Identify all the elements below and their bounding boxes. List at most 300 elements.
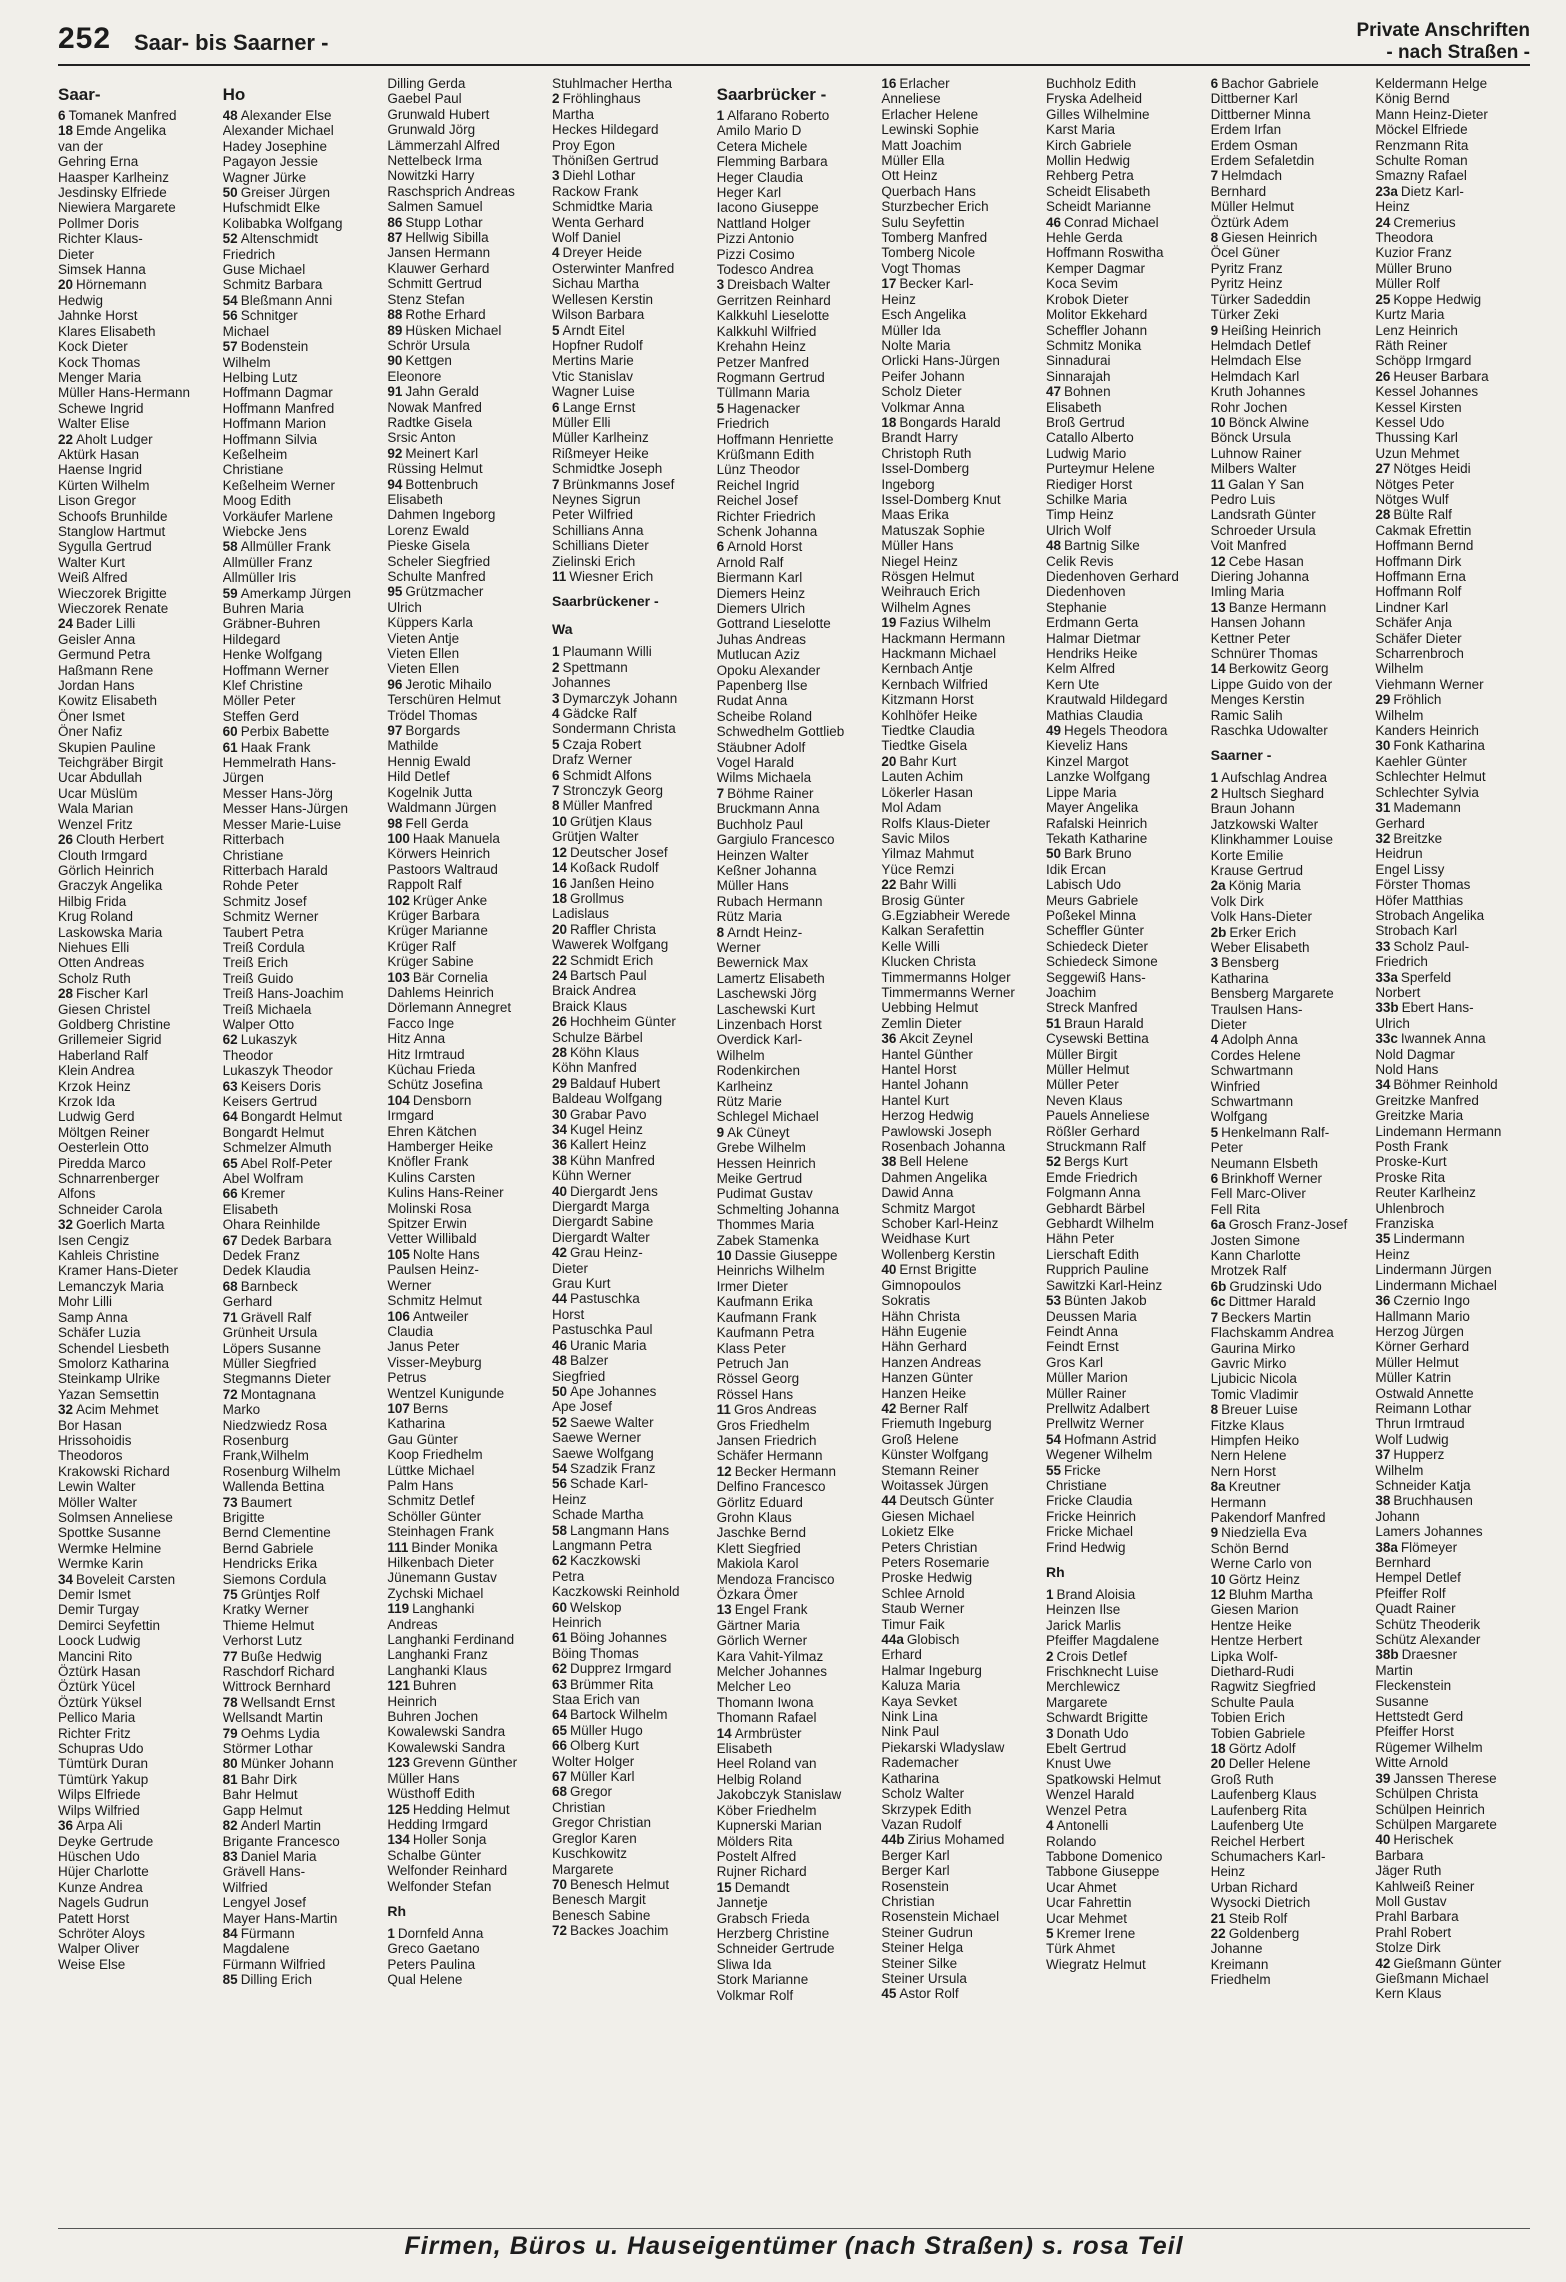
resident-entry: 96 Jerotic Mihailo <box>387 676 492 692</box>
resident-entry: Pedro Luis <box>1210 491 1276 507</box>
street-heading: Saarbrückener - <box>552 593 659 610</box>
resident-entry: 68 Barnbeck <box>222 1278 298 1294</box>
resident-entry: 73 Baumert <box>222 1494 292 1510</box>
resident-entry: Gerritzen Reinhard <box>716 292 831 308</box>
resident-entry: Oesterlein Otto <box>58 1140 149 1156</box>
resident-entry: Fricke Michael <box>1046 1524 1134 1540</box>
resident-entry: Werner <box>387 1277 432 1293</box>
resident-entry: Kowitz Elisabeth <box>58 693 158 709</box>
house-number: 52 <box>222 231 238 247</box>
resident-entry: Schütz Alexander <box>1375 1632 1481 1648</box>
resident-entry: Türker Zeki <box>1210 307 1279 323</box>
house-number: 66 <box>222 1186 238 1202</box>
resident-entry: Purteymur Helene <box>1046 461 1155 477</box>
resident-entry: Wiebcke Jens <box>222 523 307 539</box>
house-number: 28 <box>552 1044 568 1060</box>
house-number: 68 <box>222 1278 238 1294</box>
resident-entry: 134 Holler Sonja <box>387 1832 487 1848</box>
street-heading: Ho <box>222 85 246 104</box>
resident-entry: 2 Fröhlinghaus <box>552 91 641 107</box>
house-number: 32 <box>58 1402 74 1418</box>
house-number: 13 <box>1210 599 1226 615</box>
resident-entry: Ucar Mehmet <box>1046 1910 1128 1926</box>
resident-entry: Broß Gertrud <box>1046 414 1125 430</box>
resident-entry: 58 Allmüller Frank <box>222 539 331 555</box>
resident-entry: Fitzke Klaus <box>1210 1417 1285 1433</box>
house-number: 82 <box>222 1818 238 1834</box>
resident-entry: Vieten Antje <box>387 630 460 646</box>
resident-entry: Helbig Roland <box>716 1771 802 1787</box>
resident-entry: Martha <box>552 106 595 122</box>
resident-entry: Greco Gaetano <box>387 1941 480 1957</box>
resident-entry: Jahnke Horst <box>58 308 138 324</box>
resident-entry: Jäger Ruth <box>1375 1863 1442 1879</box>
house-number: 14 <box>1210 661 1226 677</box>
resident-entry: Weihrauch Erich <box>881 584 981 600</box>
resident-entry: Kirch Gabriele <box>1046 137 1132 153</box>
resident-entry: Ostwald Annette <box>1375 1385 1474 1401</box>
resident-entry: 1 Aufschlag Andrea <box>1210 770 1327 786</box>
resident-entry: Schendel Liesbeth <box>58 1340 170 1356</box>
resident-entry: Kühn Werner <box>552 1168 632 1184</box>
resident-entry: Tomic Vladimir <box>1210 1386 1299 1402</box>
resident-entry: 17 Becker Karl- <box>881 276 974 292</box>
resident-entry: Thomann Rafael <box>716 1710 817 1726</box>
resident-entry: 89 Hüsken Michael <box>387 322 502 338</box>
resident-entry: 8 Arndt Heinz- <box>716 924 803 940</box>
resident-entry: Wieczorek Renate <box>58 601 169 616</box>
resident-entry: Bönck Ursula <box>1210 430 1291 446</box>
resident-entry: 34 Kugel Heinz <box>552 1122 643 1137</box>
directory-column <box>223 76 378 2228</box>
resident-entry: Haberland Ralf <box>58 1047 149 1063</box>
resident-entry: Wittrock Bernhard <box>222 1679 331 1695</box>
resident-entry: 1 Alfarano Roberto <box>716 108 830 123</box>
resident-entry: Ljubicic Nicola <box>1210 1371 1297 1387</box>
resident-entry: Steffen Gerd <box>222 708 299 724</box>
resident-entry: Lemanczyk Maria <box>58 1278 164 1294</box>
resident-entry: Rodenkirchen <box>716 1063 800 1079</box>
resident-entry: Rademacher <box>881 1755 959 1771</box>
resident-entry: Jatzkowski Walter <box>1210 816 1319 832</box>
directory-column <box>58 76 213 2228</box>
resident-entry: 6c Dittmer Harald <box>1210 1294 1316 1310</box>
resident-entry: 35 Lindermann <box>1375 1231 1465 1247</box>
resident-entry: Emde Friedrich <box>1046 1169 1138 1185</box>
house-number: 18 <box>881 414 897 430</box>
resident-entry: Groß Ruth <box>1210 1771 1274 1787</box>
resident-entry: Krug Roland <box>58 909 134 925</box>
resident-entry: Mann Heinz-Dieter <box>1375 106 1488 122</box>
resident-entry: Hopfner Rudolf <box>552 337 643 353</box>
house-number: 59 <box>222 585 238 601</box>
house-number: 77 <box>222 1648 238 1664</box>
resident-entry: Uebbing Helmut <box>881 1000 979 1016</box>
resident-entry: Treiß Michaela <box>222 1001 312 1017</box>
resident-entry: 20 Raffler Christa <box>552 921 657 937</box>
resident-entry: Pudimat Gustav <box>716 1186 813 1202</box>
resident-entry: Gerhard <box>222 1294 273 1310</box>
resident-entry: Klett Siegfried <box>716 1540 801 1556</box>
resident-entry: Braick Klaus <box>552 998 628 1014</box>
resident-entry: 28 Bülte Ralf <box>1375 507 1452 523</box>
resident-entry: Hantel Johann <box>881 1077 969 1093</box>
resident-entry: 38 Kühn Manfred <box>552 1152 655 1168</box>
resident-entry: 51 Braun Harald <box>1046 1015 1144 1031</box>
resident-entry: Müller Siegfried <box>222 1355 317 1371</box>
resident-entry: Lenz Heinrich <box>1375 322 1458 338</box>
resident-entry: Müller Helmut <box>1046 1062 1130 1077</box>
resident-entry: Alexander Michael <box>222 123 334 139</box>
street-heading: Rh <box>1046 1564 1065 1580</box>
resident-entry: Michael <box>222 323 270 339</box>
resident-entry: Lüttke Michael <box>387 1462 475 1478</box>
house-number: 36 <box>1375 1293 1391 1309</box>
resident-entry: 14 Koßack Rudolf <box>552 860 659 876</box>
resident-entry: Klucken Christa <box>881 954 976 970</box>
resident-entry: Öztürk Yüksel <box>58 1694 142 1710</box>
resident-entry: Cakmak Efrettin <box>1375 522 1472 538</box>
resident-entry: 85 Dilling Erich <box>222 1972 312 1988</box>
house-number: 65 <box>222 1155 238 1171</box>
resident-entry: 5 Czaja Robert <box>552 736 642 752</box>
resident-entry: 1 Plaumann Willi <box>552 644 652 660</box>
resident-entry: Deussen Maria <box>1046 1308 1137 1324</box>
resident-entry: Heinrich <box>387 1693 437 1709</box>
resident-entry: 39 Janssen Therese <box>1375 1770 1497 1786</box>
resident-entry: Stuhlmacher Hertha <box>552 76 673 91</box>
resident-entry: Dawid Anna <box>881 1185 954 1201</box>
resident-entry: Rütz Maria <box>716 909 782 925</box>
resident-entry: Berger Karl <box>881 1847 950 1863</box>
resident-entry: Prellwitz Werner <box>1046 1416 1145 1432</box>
resident-entry: Scholz Walter <box>881 1786 965 1802</box>
resident-entry: 22 Goldenberg <box>1210 1925 1300 1941</box>
directory-column <box>387 76 542 2228</box>
resident-entry: Simsek Hanna <box>58 262 146 278</box>
resident-entry: Fleckenstein <box>1375 1678 1452 1694</box>
resident-entry: Schillians Dieter <box>552 538 649 554</box>
resident-entry: Reichel Ingrid <box>716 477 800 493</box>
resident-entry: Nattland Holger <box>716 215 811 231</box>
house-number: 3 <box>552 168 560 184</box>
resident-entry: 3 Dreisbach Walter <box>716 277 831 293</box>
directory-column <box>1375 76 1530 2228</box>
resident-entry: Elisabeth <box>387 491 443 507</box>
resident-entry: Rößler Gerhard <box>1046 1123 1140 1139</box>
resident-entry: Kuschkowitz <box>552 1846 628 1862</box>
resident-entry: Saewe Werner <box>552 1430 642 1446</box>
resident-entry: Tomberg Nicole <box>881 245 976 261</box>
house-number: 70 <box>552 1876 568 1892</box>
resident-entry: Proy Egon <box>552 137 616 153</box>
resident-entry: Reichel Herbert <box>1210 1833 1305 1849</box>
house-number: 31 <box>1375 800 1391 816</box>
resident-entry: Nötges Wulf <box>1375 491 1449 507</box>
resident-entry: Niehues Elli <box>58 939 130 955</box>
resident-entry: Dörlemann Annegret <box>387 1000 512 1016</box>
resident-entry: Arnold Ralf <box>716 554 784 570</box>
house-number: 44b <box>881 1832 905 1848</box>
resident-entry: Facco Inge <box>387 1015 455 1031</box>
resident-entry: Hermann <box>1210 1494 1267 1510</box>
resident-entry: Hüschen Udo <box>58 1848 140 1864</box>
street-heading: Rh <box>387 1902 406 1919</box>
resident-entry: Paulsen Heinz- <box>387 1262 479 1278</box>
resident-entry: Streck Manfred <box>1046 1000 1138 1016</box>
resident-entry: Greitzke Maria <box>1375 1108 1464 1124</box>
resident-entry: 75 Grüntjes Rolf <box>222 1587 320 1602</box>
resident-entry: 11 Gros Andreas <box>716 1402 817 1418</box>
resident-entry: 24 Bartsch Paul <box>552 967 647 983</box>
resident-entry: 53 Bünten Jakob <box>1046 1293 1147 1309</box>
resident-entry: Kogelnik Jutta <box>387 784 473 800</box>
house-number: 18 <box>552 890 568 906</box>
resident-entry: Hüjer Charlotte <box>58 1864 149 1880</box>
resident-entry: Peifer Johann <box>881 368 965 384</box>
resident-entry: Müller Karlheinz <box>552 430 649 446</box>
resident-entry: Lippe Maria <box>1046 784 1117 800</box>
resident-entry: Diering Johanna <box>1210 569 1309 584</box>
house-number: 48 <box>552 1353 568 1369</box>
resident-entry: Hennig Ewald <box>387 753 471 769</box>
resident-entry: Körner Gerhard <box>1375 1339 1470 1355</box>
resident-entry: Gehring Erna <box>58 154 139 170</box>
resident-entry: 49 Hegels Theodora <box>1046 723 1168 739</box>
resident-entry: Hähn Eugenie <box>881 1323 967 1339</box>
resident-entry: 6a Grosch Franz-Josef <box>1210 1217 1348 1233</box>
resident-entry: 60 Perbix Babette <box>222 724 330 740</box>
resident-entry: Tümtürk Yakup <box>58 1771 149 1787</box>
resident-entry: Nettelbeck Irma <box>387 153 482 169</box>
resident-entry: Helbing Lutz <box>222 369 298 385</box>
resident-entry: Flachskamm Andrea <box>1210 1325 1334 1341</box>
house-number: 14 <box>552 860 568 876</box>
resident-entry: 16 Erlacher <box>881 76 950 91</box>
house-number: 96 <box>387 676 403 692</box>
resident-entry: Scheler Siegfried <box>387 553 491 569</box>
resident-entry: Gargiulo Francesco <box>716 832 835 848</box>
resident-entry: 18 Emde Angelika <box>58 123 167 139</box>
house-number: 22 <box>1210 1925 1226 1941</box>
resident-entry: 123 Grevenn Günther <box>387 1755 518 1771</box>
resident-entry: 91 Jahn Gerald <box>387 384 479 400</box>
resident-entry: 36 Arpa Ali <box>58 1818 123 1834</box>
resident-entry: Vogt Thomas <box>881 260 961 276</box>
resident-entry: Richter Fritz <box>58 1725 131 1741</box>
resident-entry: Kahleis Christine <box>58 1248 160 1264</box>
resident-entry: 46 Conrad Michael <box>1046 214 1159 230</box>
resident-entry: Jansen Hermann <box>387 245 491 261</box>
house-number: 8 <box>716 924 725 940</box>
resident-entry: Ludwig Mario <box>1046 445 1127 461</box>
resident-entry: 30 Fonk Katharina <box>1375 738 1485 754</box>
resident-entry: Diergardt Walter <box>552 1229 650 1245</box>
resident-entry: Benesch Sabine <box>552 1907 651 1923</box>
house-number: 35 <box>1375 1231 1391 1247</box>
resident-entry: Demir Ismet <box>58 1587 131 1602</box>
resident-entry: Hähn Christa <box>881 1308 961 1324</box>
resident-entry: van der <box>58 138 104 154</box>
resident-entry: Krause Gertrud <box>1210 862 1303 878</box>
house-number: 4 <box>552 706 560 722</box>
resident-entry: Krzok Heinz <box>58 1078 131 1094</box>
resident-entry: Weiß Alfred <box>58 570 128 586</box>
resident-entry: 50 Greiser Jürgen <box>222 185 330 201</box>
resident-entry: Christiane <box>1046 1477 1107 1493</box>
resident-entry: 33b Ebert Hans- <box>1375 1000 1474 1016</box>
resident-entry: Clouth Irmgard <box>58 847 148 863</box>
resident-entry: Salmen Samuel <box>387 199 483 215</box>
resident-entry: Melcher Leo <box>716 1679 791 1695</box>
resident-entry: 38b Draesner <box>1375 1647 1458 1663</box>
resident-entry: Heinrichs Wilhelm <box>716 1263 825 1279</box>
house-number: 60 <box>222 724 238 740</box>
resident-entry: Schoofs Brunhilde <box>58 508 168 524</box>
resident-entry: Pagayon Jessie <box>222 154 318 170</box>
resident-entry: 7 Böhme Rainer <box>716 785 814 801</box>
resident-entry: Waldmann Jürgen <box>387 800 497 816</box>
resident-entry: Scholz Ruth <box>58 970 131 986</box>
house-number: 103 <box>387 969 410 985</box>
resident-entry: Kowalewski Sandra <box>387 1739 506 1755</box>
resident-entry: Orlicki Hans-Jürgen <box>881 353 1000 369</box>
resident-entry: Hoffmann Manfred <box>222 400 335 416</box>
resident-entry: Bruckmann Anna <box>716 801 820 817</box>
house-number: 34 <box>1375 1077 1391 1093</box>
resident-entry: Rudat Anna <box>716 693 788 709</box>
resident-entry: Müller Rainer <box>1046 1385 1127 1401</box>
resident-entry: 47 Bohnen <box>1046 384 1111 400</box>
resident-entry: Imling Maria <box>1210 584 1285 600</box>
section-title-line1: Private Anschriften <box>1356 20 1530 41</box>
resident-entry: Bernhard <box>1375 1555 1431 1570</box>
resident-entry: 3 Diehl Lothar <box>552 168 636 184</box>
resident-entry: Treiß Erich <box>222 955 289 971</box>
resident-entry: Palm Hans <box>387 1477 454 1493</box>
resident-entry: Schalbe Günter <box>387 1847 482 1863</box>
resident-entry: 14 Berkowitz Georg <box>1210 661 1329 677</box>
house-number: 54 <box>552 1460 568 1476</box>
resident-entry: 29 Baldauf Hubert <box>552 1075 661 1091</box>
resident-entry: Moog Edith <box>222 493 291 509</box>
resident-entry: 19 Fazius Wilhelm <box>881 615 991 631</box>
resident-entry: 4 Dreyer Heide <box>552 245 643 261</box>
house-number: 50 <box>222 185 238 201</box>
resident-entry: Hantel Kurt <box>881 1092 949 1108</box>
resident-entry: Labisch Udo <box>1046 877 1122 893</box>
resident-entry: Hoffmann Dagmar <box>222 385 333 401</box>
resident-entry: Diedenhoven Gerhard <box>1046 569 1179 584</box>
resident-entry: Gregor Christian <box>552 1815 652 1831</box>
resident-entry: Thrun Irmtraud <box>1375 1416 1465 1432</box>
resident-entry: Krobok Dieter <box>1046 291 1129 307</box>
house-number: 8 <box>1210 1402 1219 1418</box>
resident-entry: Wermke Helmine <box>58 1540 162 1556</box>
resident-entry: Keßelheim Werner <box>222 477 335 493</box>
resident-entry: Heidrun <box>1375 846 1423 862</box>
resident-entry: Jordan Hans <box>58 678 135 694</box>
resident-entry: 14 Armbrüster <box>716 1725 802 1741</box>
resident-entry: Smazny Rafael <box>1375 168 1467 184</box>
resident-entry: Schäfer Luzia <box>58 1325 141 1341</box>
resident-entry: Feindt Anna <box>1046 1323 1119 1339</box>
resident-entry: Kalkkuhl Wilfried <box>716 323 817 339</box>
resident-entry: Öztürk Hasan <box>58 1664 141 1680</box>
house-number: 65 <box>552 1722 568 1738</box>
resident-entry: Reuter Karlheinz <box>1375 1185 1476 1201</box>
resident-entry: Sygulla Gertrud <box>58 539 152 555</box>
resident-entry: 79 Oehms Lydia <box>222 1725 320 1741</box>
house-number: 104 <box>387 1092 410 1108</box>
resident-entry: Müller Hans <box>387 1770 460 1786</box>
resident-entry: Kemper Dagmar <box>1046 260 1146 276</box>
house-number: 29 <box>552 1075 568 1091</box>
house-number: 92 <box>387 445 403 461</box>
house-number: 68 <box>552 1784 568 1800</box>
house-number: 16 <box>881 76 897 91</box>
resident-entry: Heinrich <box>552 1615 602 1630</box>
resident-entry: Giesen Marion <box>1210 1602 1299 1618</box>
house-number: 7 <box>552 476 560 492</box>
resident-entry: Heinz <box>1210 1864 1246 1880</box>
resident-entry: 61 Haak Frank <box>222 739 311 755</box>
house-number: 2a <box>1210 878 1226 894</box>
resident-entry: Welfonder Reinhard <box>387 1863 508 1879</box>
resident-entry: 46 Uranic Maria <box>552 1337 647 1353</box>
house-number: 79 <box>222 1725 238 1741</box>
resident-entry: Diemers Heinz <box>716 585 806 601</box>
house-number: 66 <box>552 1738 568 1754</box>
resident-entry: 27 Nötges Heidi <box>1375 461 1471 477</box>
resident-entry: Müller Ida <box>881 322 941 338</box>
resident-entry: Langhanki Klaus <box>387 1662 488 1678</box>
resident-entry: 9 Niedziella Eva <box>1210 1525 1307 1541</box>
resident-entry: 65 Abel Rolf-Peter <box>222 1155 333 1171</box>
resident-entry: Hettstedt Gerd <box>1375 1709 1464 1725</box>
resident-entry: Fell Marc-Oliver <box>1210 1186 1306 1202</box>
house-number: 10 <box>716 1248 732 1264</box>
resident-entry: 48 Balzer <box>552 1353 609 1369</box>
street-heading: Saar- <box>58 85 101 104</box>
resident-entry: Johanne <box>1210 1941 1263 1957</box>
resident-entry: Halmar Ingeburg <box>881 1662 982 1678</box>
resident-entry: Ladislaus <box>552 906 610 922</box>
resident-entry: Mohr Lilli <box>58 1294 113 1310</box>
resident-entry: Elisabeth <box>1046 399 1102 415</box>
resident-entry: Schmitz Barbara <box>222 277 323 293</box>
resident-entry: Ludwig Gerd <box>58 1109 135 1125</box>
resident-entry: Knöfler Frank <box>387 1154 469 1170</box>
resident-entry: Giesen Michael <box>881 1508 975 1524</box>
street-range-title: Saar- bis Saarner - <box>134 30 329 55</box>
resident-entry: Wegener Wilhelm <box>1046 1447 1153 1463</box>
resident-entry: Gavric Mirko <box>1210 1355 1287 1371</box>
resident-entry: Bensberg Margarete <box>1210 986 1334 1002</box>
resident-entry: 12 Becker Hermann <box>716 1463 836 1479</box>
resident-entry: Langhanki Franz <box>387 1647 488 1663</box>
resident-entry: Dedek Franz <box>222 1248 300 1264</box>
resident-entry: Stephanie <box>1046 599 1107 615</box>
resident-entry: Nold Dagmar <box>1375 1046 1455 1062</box>
resident-entry: Rosenburg <box>222 1432 289 1448</box>
resident-entry: Heinz <box>881 291 916 307</box>
resident-entry: Volkmar Rolf <box>716 1987 794 2003</box>
resident-entry: Scheidt Marianne <box>1046 199 1152 215</box>
resident-entry: Tobien Gabriele <box>1210 1725 1306 1741</box>
resident-entry: Böing Thomas <box>552 1645 639 1661</box>
resident-entry: 42 Gießmann Günter <box>1375 1955 1502 1971</box>
